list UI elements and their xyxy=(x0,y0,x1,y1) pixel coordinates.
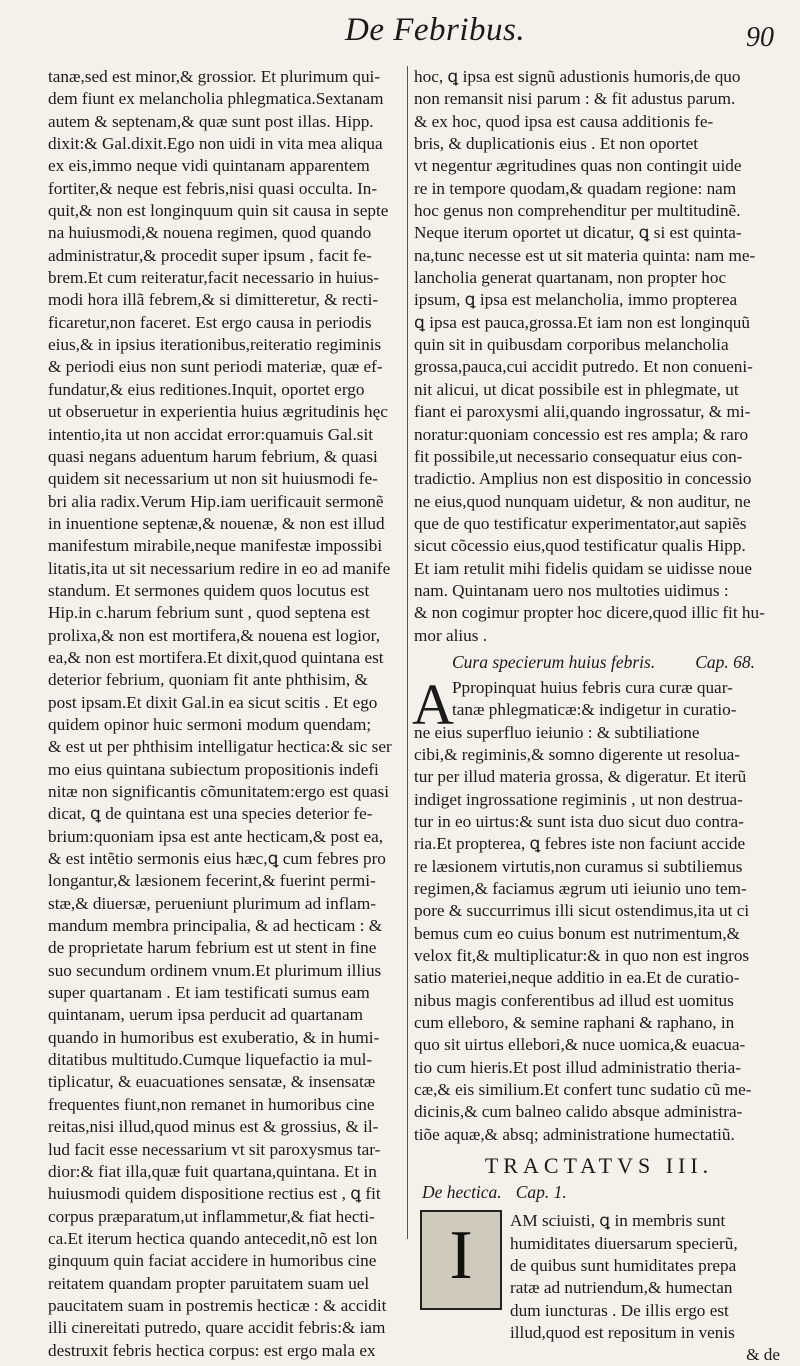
text-line: corpus præparatum,ut inflammetur,& fiat hecti- xyxy=(48,1206,375,1226)
text-line: satio materiei,neque additio in ea.Et de curatio- xyxy=(414,968,740,988)
text-line: quidem opinor huic sermoni modum quendam; xyxy=(48,714,372,734)
text-line: destruxit febris hectica corpus: est ergo mala ex xyxy=(48,1340,376,1360)
cura-section xyxy=(412,671,784,1146)
text-line: modi hora illã febrem,& si dimitteretur, & recti- xyxy=(48,290,379,310)
catchword: & de xyxy=(746,1345,780,1365)
text-line: tur per illud materia grossa, & digeratur. Et iterũ xyxy=(414,767,747,787)
text-line: dum iuncturas . De illis ergo est xyxy=(510,1300,729,1320)
text-line: ditatibus multitudo.Cumque liquefactio ia mul- xyxy=(48,1050,373,1070)
text-line: manifestum mirabile,neque manifestæ impossibi xyxy=(48,536,383,556)
text-line: deterior febrium, quoniam fit ante phthisim, & xyxy=(48,670,368,690)
text-line: & est ut per phthisim intelligatur hectica:& sic ser xyxy=(48,737,392,757)
text-line: grossa,pauca,cui accidit putredo. Et non conueni- xyxy=(414,357,753,377)
text-line: re læsionem virtutis,non curamus si subtiliemus xyxy=(414,856,743,876)
text-line: tiplicatur, & euacuationes sensatæ, & insensatæ xyxy=(48,1072,376,1092)
text-line: cæ,& eis similium.Et confert tunc sudatio cũ me- xyxy=(414,1080,752,1100)
text-line: dem fiunt ex melancholia phlegmatica.Sextanam xyxy=(48,89,384,109)
text-line: re in tempore quodam,& quadam regione: nam xyxy=(414,178,737,198)
text-line: Ppropinquat huius febris cura curæ quar- xyxy=(452,677,733,697)
chapter-title: Cura specierum huius febris. xyxy=(452,651,656,672)
text-line: quo sit uirtus ellebori,& nuce uomica,& euacua- xyxy=(414,1035,746,1055)
text-line: fortiter,& neque est febris,nisi quasi occulta. In- xyxy=(48,178,378,198)
text-line: & periodi eius non sunt periodi materiæ, quæ ef- xyxy=(48,357,383,377)
text-line: tio cum hieris.Et post illud administratio theria- xyxy=(414,1057,741,1077)
text-line: bris, & duplicationis eius . Et non oportet xyxy=(414,134,699,154)
text-line: ficaretur,non faceret. Est ergo causa in periodis xyxy=(48,312,372,332)
text-line: autem & septenam,& quæ sunt post illas. Hipp. xyxy=(48,111,374,131)
text-line: litatis,ita ut sit necessarium redire in eo ad manife xyxy=(48,558,391,578)
text-line: fiant ei paroxysmi alii,quando ingrossatur, & mi- xyxy=(414,402,751,422)
cura-text xyxy=(412,671,784,1146)
text-line: non remansit nisi parum : & fit adustus parum. xyxy=(414,89,736,109)
hectica-section xyxy=(414,1210,784,1344)
text-line: tiõe aquæ,& absq; administratione humectatiũ. xyxy=(414,1124,735,1144)
text-line: pore & succurrimus illi sicut ostendimus,ita ut ci xyxy=(414,901,750,921)
text-line: brem.Et cum reiteratur,facit necessario in huius- xyxy=(48,268,379,288)
text-line: lancholia generat quartanam, non propter hoc xyxy=(414,268,727,288)
text-line: ꝗ ipsa est pauca,grossa.Et iam non est longinquũ xyxy=(414,312,750,332)
text-line: standum. Et sermones quidem quos locutus est xyxy=(48,580,370,600)
text-line: & non cogimur propter hoc dicere,quod illic fit hu- xyxy=(414,603,765,623)
text-line: Neque iterum oportet ut dicatur, ꝗ si est quinta- xyxy=(414,223,742,243)
text-line: de proprietate harum febrium est ut stent in fine xyxy=(48,938,377,958)
text-line: fundatur,& eius reditiones.Inquit, oportet ergo xyxy=(48,379,365,399)
text-line: hoc genus non comprehenditur per multitudinẽ. xyxy=(414,201,741,221)
text-line: quintanam, uerum ipsa perducit ad quartanam xyxy=(48,1005,363,1025)
text-line: tur in eo uirtus:& sunt ista duo sicut duo contra- xyxy=(414,812,744,831)
text-line: mor alius . xyxy=(414,625,488,645)
text-line: mo eius quintana subiectum propositionis indefi xyxy=(48,759,379,779)
text-line: ratæ ad nutriendum,& humectan xyxy=(510,1278,733,1298)
text-line: illud,quod est repositum in venis xyxy=(510,1322,735,1342)
text-line: ne eius superfluo ieiunio : & subtiliatione xyxy=(414,722,700,742)
tractatus-chapter: Cap. 1. xyxy=(515,1182,567,1203)
text-line: regimen,& faciamus ægrum uti ieiunio uno tem- xyxy=(414,879,747,899)
tractatus-subheading xyxy=(414,1180,784,1204)
text-line: brium:quoniam ipsa est ante hecticam,& post ea, xyxy=(48,826,384,846)
tractatus-heading: TRACTATVS III. xyxy=(484,1153,714,1179)
text-line: mandum membra principalia, & ad hecticam : & xyxy=(48,916,383,936)
text-line: super quartanam . Et iam testificati sumus eam xyxy=(48,983,370,1003)
text-line: humiditates diuersarum specierũ, xyxy=(510,1233,738,1253)
text-line: reitatem quandam propter paruitatem suam uel xyxy=(48,1273,370,1293)
text-line: ipsum, ꝗ ipsa est melancholia, immo propterea xyxy=(414,290,738,310)
text-line: na,tunc necesse est ut sit materia quinta: nam me- xyxy=(414,245,756,265)
text-line: bri alia radix.Verum Hip.iam uerificauit sermonẽ xyxy=(48,491,384,511)
right-column xyxy=(412,66,784,1365)
text-line: hoc, ꝗ ipsa est signũ adustionis humoris,de quo xyxy=(414,67,741,86)
text-line: Hip.in c.harum febrium sunt , quod septena est xyxy=(48,603,370,623)
text-line: Et iam retulit mihi fidelis quidam se uidisse noue xyxy=(414,558,752,578)
text-line: vt negentur ægritudines quas non contingit uide xyxy=(414,156,742,176)
text-line: lud facit esse necessarium vt sit paroxysmus tar- xyxy=(48,1139,381,1159)
dropcap-a: A xyxy=(412,671,454,737)
text-line: quit,& non est longinquum quin sit causa in septe xyxy=(48,201,389,221)
text-line: tradictio. Amplius non est dispositio in concessio xyxy=(414,469,752,489)
text-line: ria.Et propterea, ꝗ febres iste non faciunt accide xyxy=(414,834,746,854)
text-line: post ipsam.Et dixit Gal.in ea sicut scitis . Et ego xyxy=(48,692,378,712)
text-line: prolixa,& non est mortifera,& nouena est logior, xyxy=(48,625,381,645)
chapter-heading xyxy=(414,647,784,677)
text-line: sicut cõcessio eius,quod testificatur qualis Hipp. xyxy=(414,536,746,556)
text-line: suo secundum ordinem vnum.Et plurimum illius xyxy=(48,960,382,980)
text-line: dicat, ꝗ de quintana est una species deterior fe- xyxy=(48,804,373,824)
text-line: cibi,& regiminis,& somno digerente ut resolua- xyxy=(414,744,741,764)
text-line: dior:& fiat illa,quæ fuit quartana,quintana. Et in xyxy=(48,1161,377,1181)
left-column xyxy=(48,66,404,1360)
text-line: ca.Et iterum hectica quando antecedit,nõ est lon xyxy=(48,1228,378,1248)
text-line: nit alicui, ut dicat possibile est in phlegmate, ut xyxy=(414,379,739,399)
text-line: ne eius,quod nunquam uidetur, & non auditur, ne xyxy=(414,491,751,511)
text-line: huiusmodi quidem dispositione rectius est , ꝗ fit xyxy=(48,1184,381,1204)
text-line: tanæ,sed est minor,& grossior. Et plurimum qui- xyxy=(48,67,381,86)
text-line: ea,& non est mortifera.Et dixit,quod quintana est xyxy=(48,647,384,667)
text-line: ut obseruetur in experientia huius ægritudinis hęc xyxy=(48,402,388,422)
text-line: illi cinereitati putredo, quare accidit febris:& iam xyxy=(48,1318,386,1338)
dropcap-i-woodcut xyxy=(420,1210,502,1310)
text-line: velox fit,& multiplicatur:& in quo non est ingros xyxy=(414,946,750,966)
text-line: fit possibile,ut necessario consequatur eius con- xyxy=(414,446,743,466)
text-line: quidem sit necessarium ut non sit huiusmodi fe- xyxy=(48,469,378,489)
text-line: que de quo testificatur experimentator,aut sapiẽs xyxy=(414,513,747,533)
chapter-number: Cap. 68. xyxy=(695,651,756,672)
text-line: frequentes fiunt,non remanet in humoribus cine xyxy=(48,1094,375,1114)
text-line: intentio,ita ut non accidat error:quamuis Gal.sit xyxy=(48,424,374,444)
text-line: dixit:& Gal.dixit.Ego non uidi in vita mea aliqua xyxy=(48,134,383,154)
page-number: 90 xyxy=(746,22,774,53)
text-line: noratur:quoniam concessio est res ampla; & raro xyxy=(414,424,749,444)
text-line: na huiusmodi,& nouena regimen, quod quando xyxy=(48,223,372,243)
text-line: quando in humoribus est exuberatio, & in humi- xyxy=(48,1027,380,1047)
text-line: & est intẽtio sermonis eius hæc,ꝗ cum febres pro xyxy=(48,849,386,869)
text-line: & ex hoc, quod ipsa est causa additionis fe- xyxy=(414,111,714,131)
text-line: stæ,& diuersæ, perueniunt plurimum ad inflam- xyxy=(48,893,376,913)
text-line: dicinis,& cum balneo calido absque administra- xyxy=(414,1102,743,1122)
text-line: de quibus sunt humiditates prepa xyxy=(510,1255,737,1275)
text-line: ex eis,immo neque vidi quintanam apparentem xyxy=(48,156,370,176)
right-column-top-text xyxy=(414,66,784,647)
text-line: cum elleboro, & semine raphani & raphano, in xyxy=(414,1013,735,1033)
column-divider xyxy=(407,66,408,1239)
text-line: reitas,nisi illud,quod minus est & grossius, & il- xyxy=(48,1117,379,1137)
text-line: nibus magis conferentibus ad illud est uomitus xyxy=(414,990,734,1010)
tractatus-subtitle: De hectica. xyxy=(422,1182,502,1203)
text-line: AM sciuisti, ꝗ in membris sunt xyxy=(510,1211,726,1231)
text-line: paucitatem suam in postremis hecticæ : & accidit xyxy=(48,1295,387,1315)
text-line: nam. Quintanam uero nos multoties uidimus : xyxy=(414,580,729,600)
text-line: quasi negans aduentum harum febrium, & quasi xyxy=(48,446,378,466)
text-line: longantur,& læsionem fecerint,& fuerint permi- xyxy=(48,871,376,891)
text-line: nitæ non significantis cõmunitatem:ergo est quasi xyxy=(48,782,389,801)
text-line: in inuentione septenæ,& nouenæ, & non est illud xyxy=(48,513,385,533)
text-line: indiget ingrossatione regiminis , ut non destrua- xyxy=(414,789,743,809)
text-line: bemus cum eo cuius bonum est nutrimentum,& xyxy=(414,923,741,943)
text-line: eius,& in ipsius iterationibus,reiteratio regiminis xyxy=(48,335,382,355)
running-title: De Febribus. xyxy=(345,12,526,48)
dropcap-i-letter: I xyxy=(449,1217,473,1295)
text-line: quin sit in quibusdam corporibus melancholia xyxy=(414,335,729,355)
text-line: administratur,& procedit super ipsum , facit fe- xyxy=(48,245,372,265)
text-line: tanæ phlegmaticæ:& indigetur in curatio- xyxy=(452,700,737,720)
text-line: ginquum quin faciat accidere in humoribus cine xyxy=(48,1251,377,1271)
